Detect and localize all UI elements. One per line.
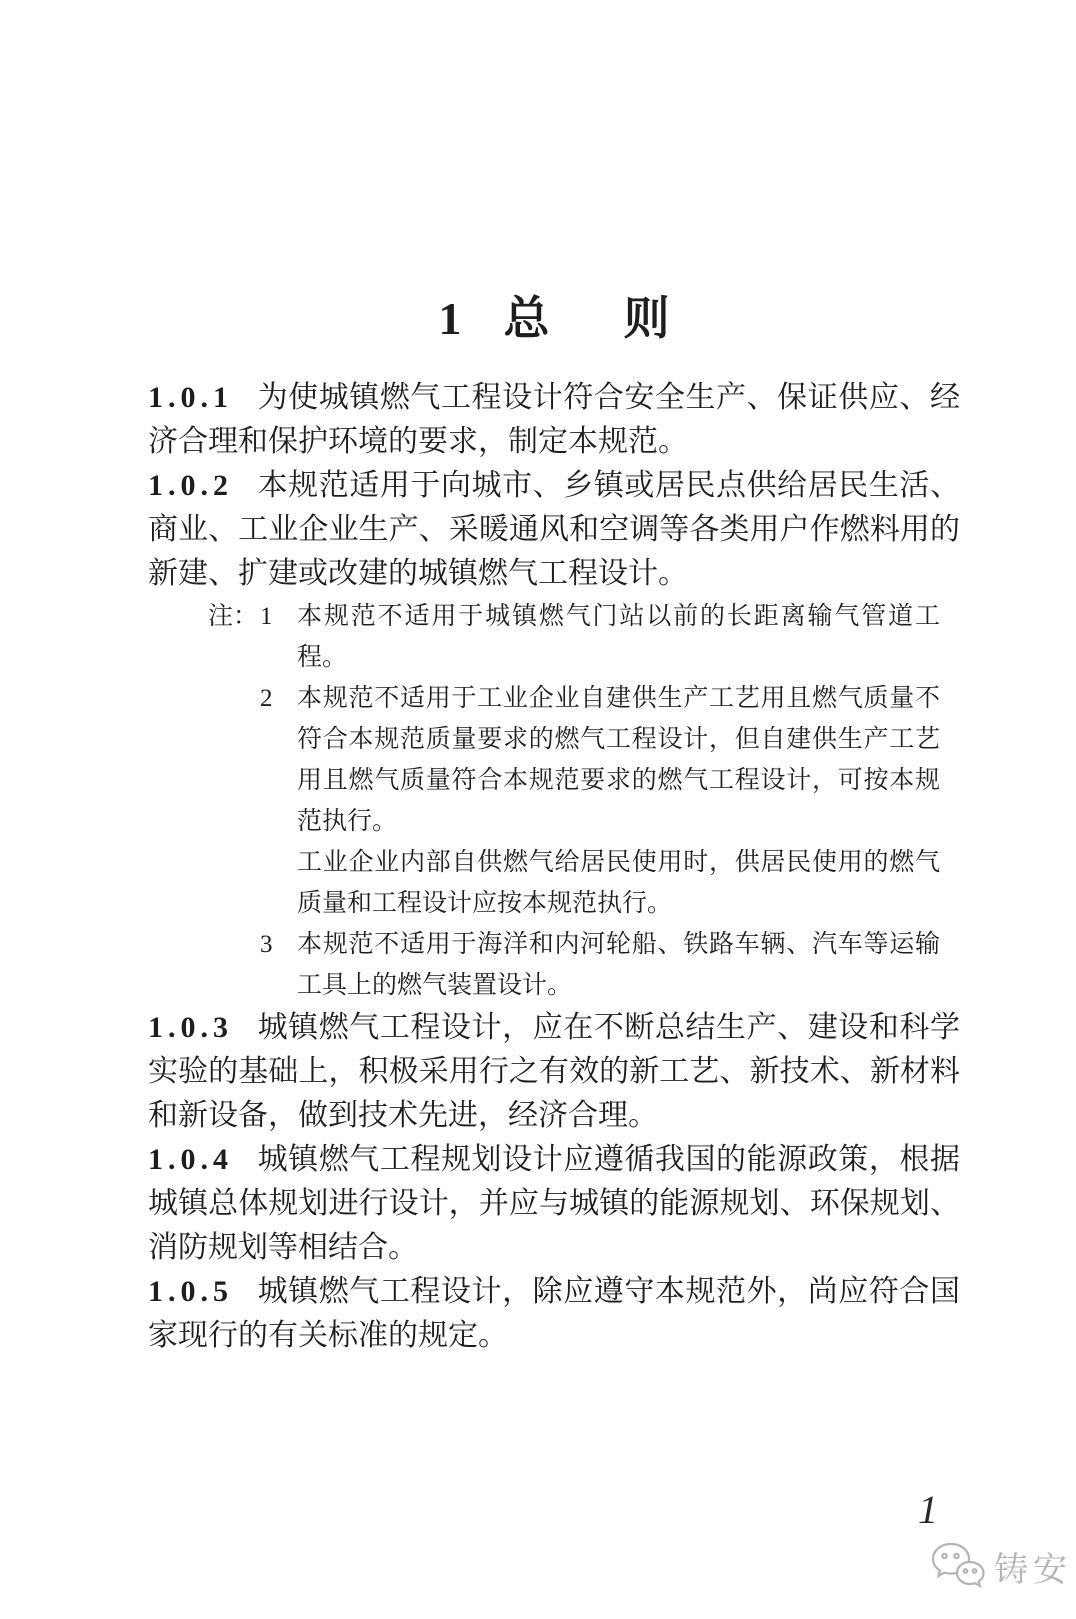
note-item-3 bbox=[208, 924, 940, 1006]
chapter-title bbox=[148, 289, 960, 349]
clause-text: 城镇燃气工程设计，除应遵守本规范外，尚应符合国家现行的有关标准的规定。 bbox=[148, 1275, 960, 1352]
chapter-title-word-1: 总 bbox=[503, 292, 550, 344]
document-body bbox=[148, 376, 960, 1358]
watermark bbox=[930, 1541, 1072, 1591]
note-paragraph: 本规范不适用于工业企业自建供生产工艺用且燃气质量不符合本规范质量要求的燃气工程设计，但自建供生产工艺用且燃气质量符合本规范要求的燃气工程设计，可按本规范执行。 bbox=[297, 685, 940, 835]
clause-text: 为使城镇燃气工程设计符合安全生产、保证供应、经济合理和保护环境的要求，制定本规范。 bbox=[148, 381, 960, 458]
chapter-title-word-2: 则 bbox=[623, 292, 670, 344]
note-item-2 bbox=[208, 678, 940, 924]
note-paragraph: 本规范不适用于海洋和内河轮船、铁路车辆、汽车等运输工具上的燃气装置设计。 bbox=[297, 931, 940, 999]
note-label: 注： bbox=[208, 603, 259, 630]
note-paragraph: 工业企业内部自供燃气给居民使用时，供居民使用的燃气质量和工程设计应按本规范执行。 bbox=[297, 849, 940, 917]
page-number: 1 bbox=[918, 1487, 938, 1532]
clause-number: 1.0.1 bbox=[148, 381, 233, 414]
note-number: 2 bbox=[260, 685, 273, 712]
wechat-logo-icon bbox=[930, 1541, 986, 1591]
clause-number: 1.0.3 bbox=[148, 1011, 233, 1044]
clause-1-0-3 bbox=[148, 1006, 960, 1138]
clause-number: 1.0.4 bbox=[148, 1143, 233, 1176]
note-item-1 bbox=[208, 596, 940, 678]
note-number: 1 bbox=[260, 603, 273, 630]
note-text bbox=[297, 596, 940, 678]
notes-block bbox=[208, 596, 940, 1006]
clause-text: 城镇燃气工程设计，应在不断总结生产、建设和科学实验的基础上，积极采用行之有效的新工艺、新技术、新材料和新设备，做到技术先进，经济合理。 bbox=[148, 1011, 960, 1132]
note-text bbox=[297, 924, 940, 1006]
note-number: 3 bbox=[260, 931, 273, 958]
note-text bbox=[297, 678, 940, 924]
clause-number: 1.0.2 bbox=[148, 469, 233, 502]
clause-1-0-5 bbox=[148, 1270, 960, 1358]
clause-text: 本规范适用于向城市、乡镇或居民点供给居民生活、商业、工业企业生产、采暖通风和空调等各类用户作燃料用的新建、扩建或改建的城镇燃气工程设计。 bbox=[148, 469, 960, 590]
clause-1-0-4 bbox=[148, 1138, 960, 1270]
chapter-number: 1 bbox=[438, 292, 462, 344]
clause-number: 1.0.5 bbox=[148, 1275, 233, 1308]
clause-1-0-1 bbox=[148, 376, 960, 464]
clause-1-0-2 bbox=[148, 464, 960, 596]
note-paragraph: 本规范不适用于城镇燃气门站以前的长距离输气管道工程。 bbox=[297, 603, 940, 671]
watermark-text: 铸安 bbox=[994, 1551, 1072, 1589]
clause-text: 城镇燃气工程规划设计应遵循我国的能源政策，根据城镇总体规划进行设计，并应与城镇的能源规划、环保规划、消防规划等相结合。 bbox=[148, 1143, 960, 1264]
